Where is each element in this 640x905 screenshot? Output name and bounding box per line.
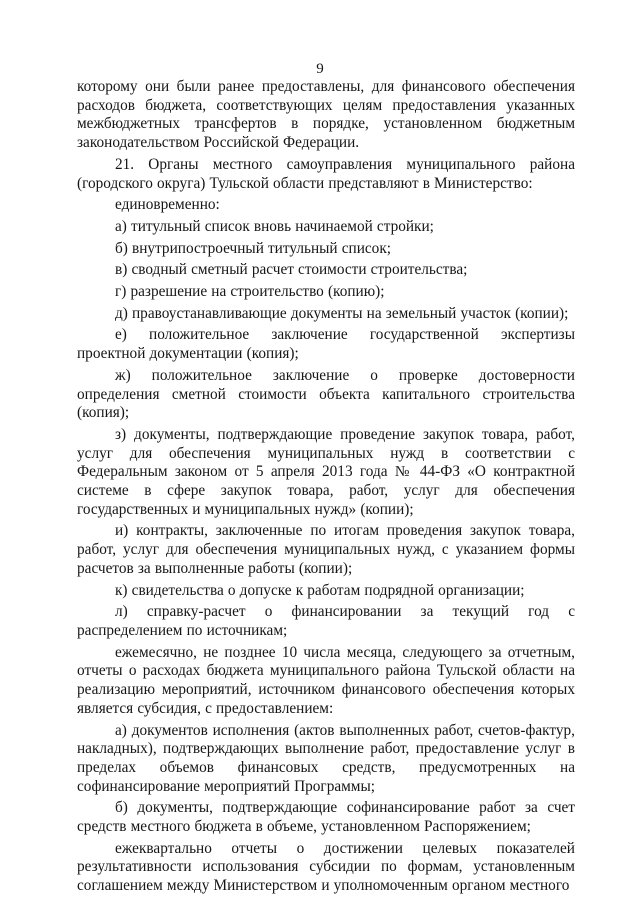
list-item-i: и) контракты, заключенные по итогам проведения закупок товара, работ, услуг для обеспечения муниципальных нужд, с указанием формы расчетов за выполненные работы (копии); xyxy=(77,522,575,577)
paragraph-item-21: 21. Органы местного самоуправления муниципального района (городского округа) Тульской области представляют в Министерство: xyxy=(77,155,575,192)
list-item-k: к) свидетельства о допуске к работам подрядной организации; xyxy=(115,581,525,599)
list-item-a: а) титульный список вновь начинаемой стройки; xyxy=(115,217,434,235)
list-item-zh: ж) положительное заключение о проверке достоверности определения сметной стоимости объекта капитального строительства (копия); xyxy=(77,366,575,422)
paragraph-one-time: единовременно: xyxy=(115,196,220,214)
sublist-item-a: а) документов исполнения (актов выполненных работ, счетов-фактур, накладных), подтверждающих выполнение работ, предоставление услуг в пределах объемов финансовых средств, предусмотренных на софинансирование мероприятий Программы; xyxy=(77,721,575,795)
document-body xyxy=(77,78,575,899)
list-item-v: в) сводный сметный расчет стоимости строительства; xyxy=(115,261,468,279)
paragraph-quarterly: ежеквартально отчеты о достижении целевых показателей результативности использования субсидии по формам, установленным соглашением между Министерством и уполномоченным органом местного xyxy=(77,839,575,895)
list-item-d: д) правоустанавливающие документы на земельный участок (копии); xyxy=(115,304,569,322)
list-item-g: г) разрешение на строительство (копию); xyxy=(115,283,385,301)
sublist-item-b: б) документы, подтверждающие софинансирование работ за счет средств местного бюджета в объеме, установленном Распоряжением; xyxy=(77,799,575,836)
list-item-e: е) положительное заключение государственной экспертизы проектной документации (копия); xyxy=(77,326,575,363)
list-item-z: з) документы, подтверждающие проведение закупок товара, работ, услуг для обеспечения муниципальных нужд в соответствии с Федеральным законом от 5 апреля 2013 года № 44-ФЗ «О контрактной системе в сфере закупок товара, работ, услуг для обеспечения государственных и муниципальных нужд» (копии); xyxy=(77,425,575,518)
paragraph-monthly: ежемесячно, не позднее 10 числа месяца, следующего за отчетным, отчеты о расходах бюджета муниципального района Тульской области на реализацию мероприятий, источником финансового обеспечения которых является субсидия, с предоставлением: xyxy=(77,643,575,717)
list-item-b: б) внутрипостроечный титульный список; xyxy=(115,239,391,257)
paragraph-continuation: которому они были ранее предоставлены, для финансового обеспечения расходов бюджета, соответствующих целям предоставления указанных межбюджетных трансфертов в порядке, установленном бюджетным законодательством Российской Федерации. xyxy=(77,78,575,152)
list-item-l: л) справку-расчет о финансировании за текущий год с распределением по источникам; xyxy=(77,603,575,639)
page-number: 9 xyxy=(316,61,324,77)
